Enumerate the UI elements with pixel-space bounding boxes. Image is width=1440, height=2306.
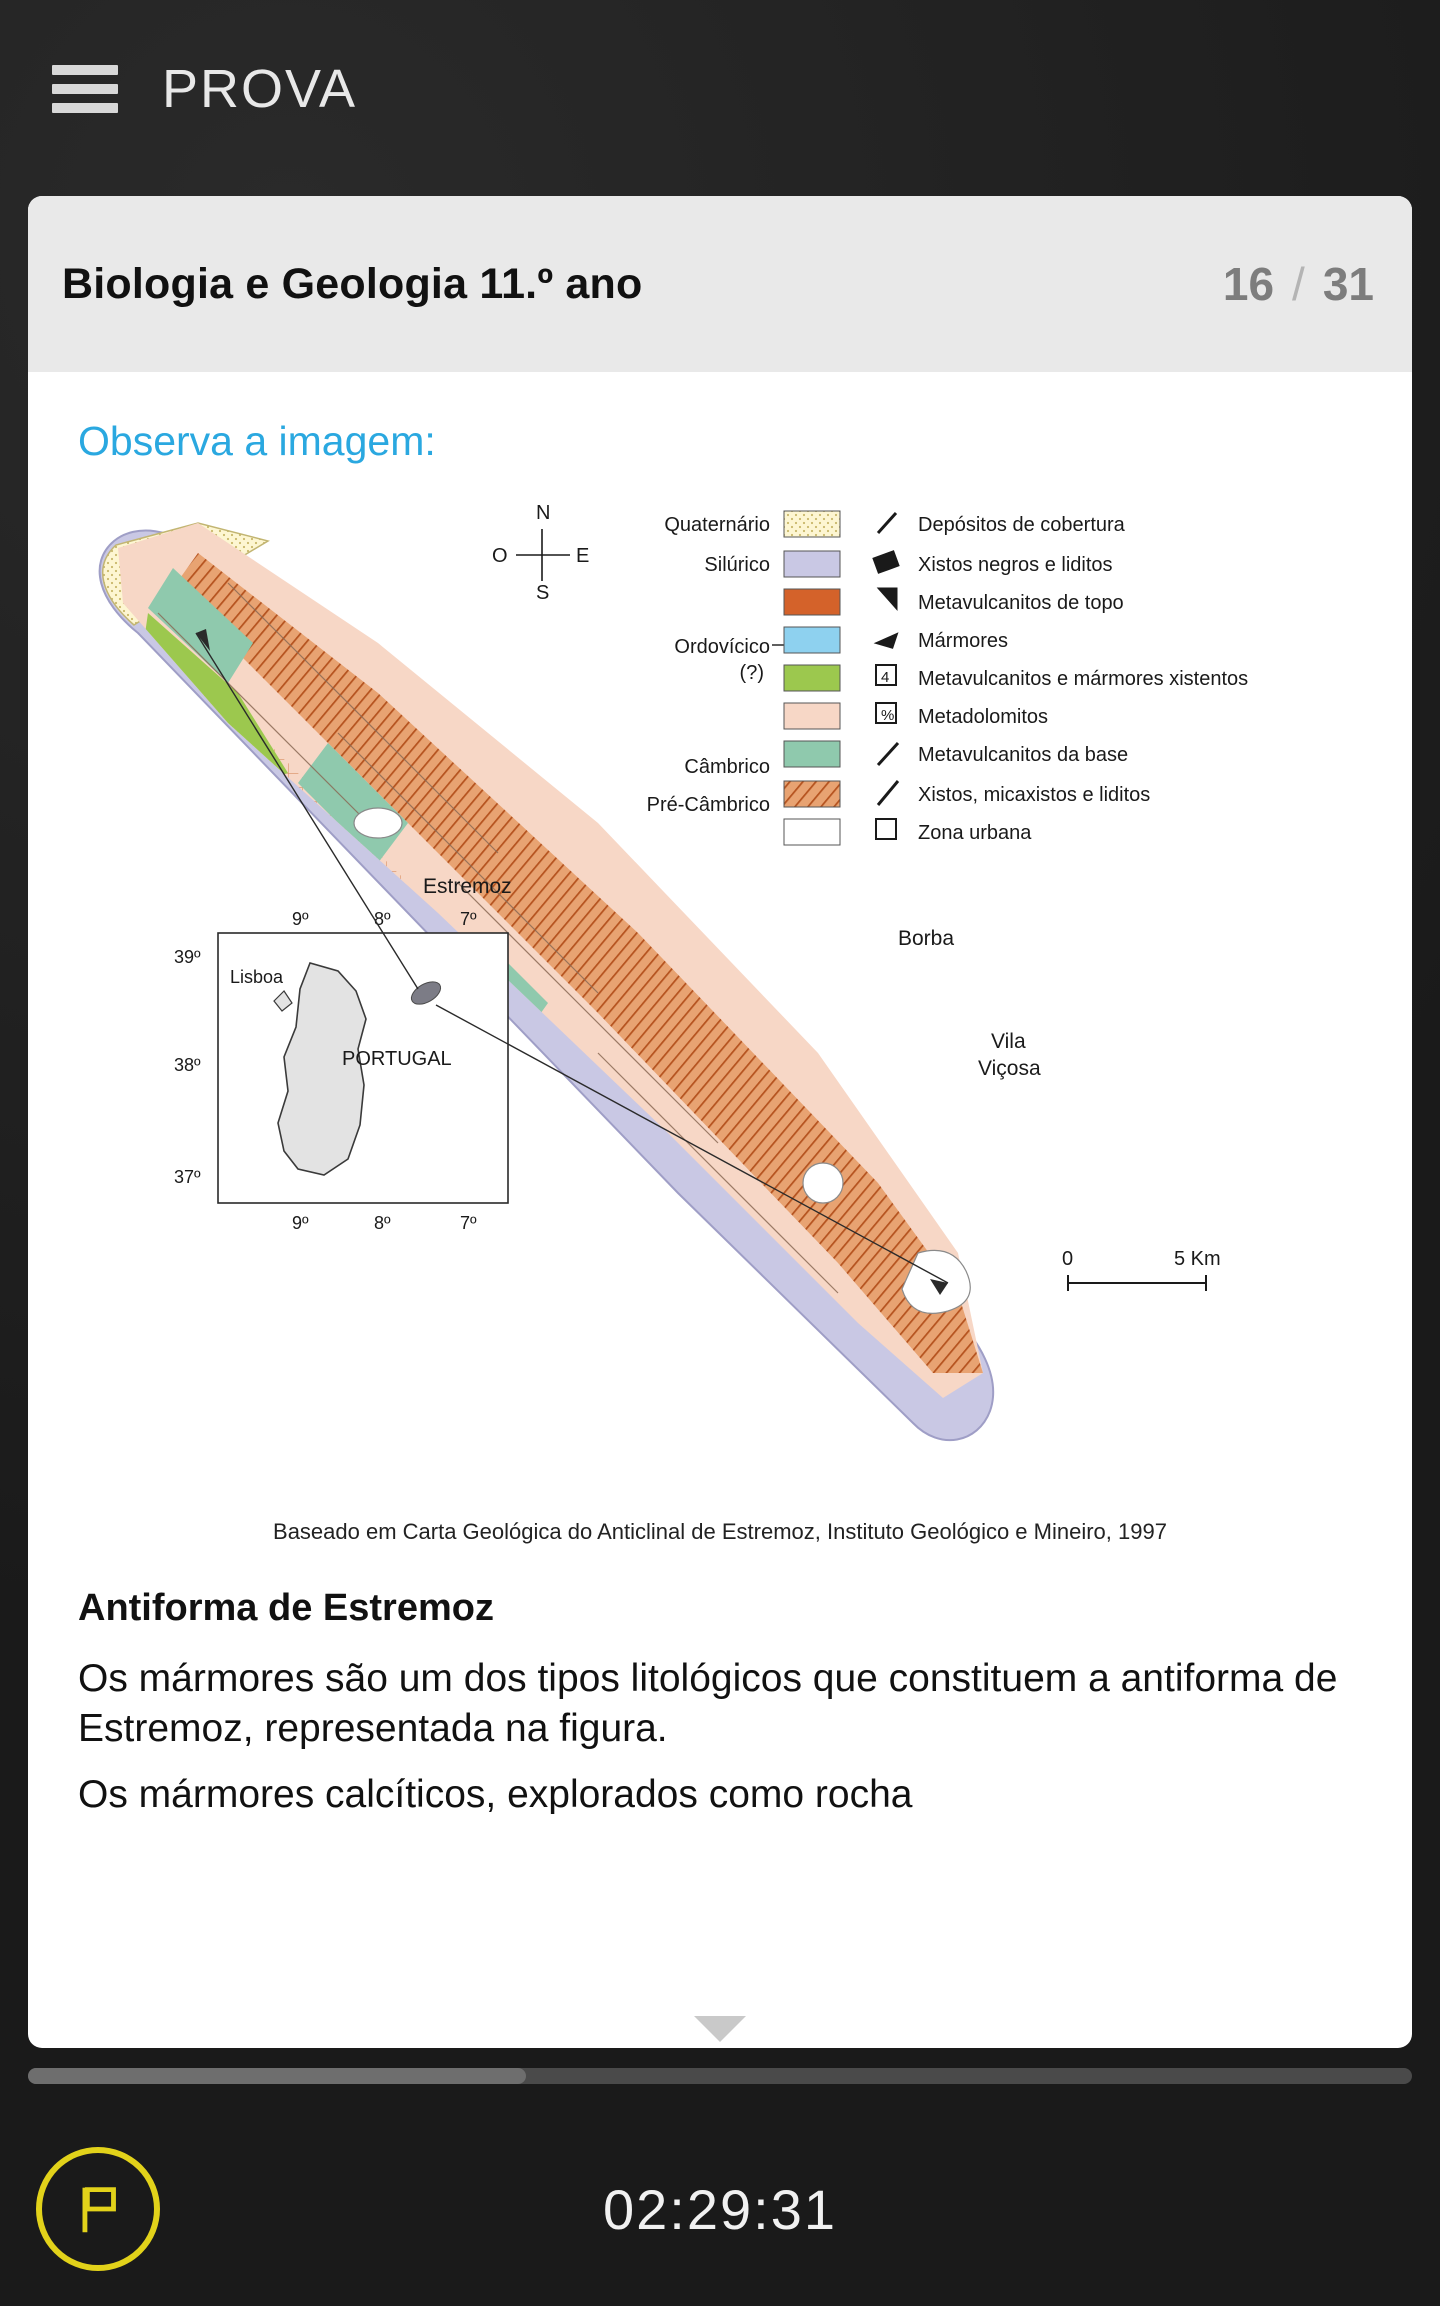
inset-lon-bottom-9: 9º <box>292 1213 309 1233</box>
legend-label-6: Metavulcanitos da base <box>918 744 1129 766</box>
app-header <box>0 0 1440 178</box>
map-legend <box>647 511 1249 845</box>
legend-period-silurico: Silúrico <box>704 554 770 576</box>
inset-lon-bottom-7: 7º <box>460 1213 477 1233</box>
inset-lat-38: 38º <box>174 1055 201 1075</box>
map-label-vicosa: Viçosa <box>978 1057 1041 1080</box>
inset-lon-bottom-8: 8º <box>374 1213 391 1233</box>
legend-label-4: Metavulcanitos e mármores xistentos <box>918 668 1249 690</box>
figure-source-caption: Baseado em Carta Geológica do Anticlinal de Estremoz, Instituto Geológico e Mineiro, 1997 <box>273 1519 1167 1544</box>
legend-label-2: Metavulcanitos de topo <box>918 592 1124 614</box>
question-card <box>28 196 1412 2048</box>
map-label-estremoz: Estremoz <box>423 875 512 898</box>
app-footer <box>0 2112 1440 2306</box>
question-prompt: Observa a imagem: <box>78 418 436 464</box>
page-current: 16 <box>1222 258 1275 310</box>
compass-n: N <box>536 502 551 524</box>
page-indicator <box>1223 257 1374 311</box>
question-body[interactable] <box>28 372 1412 2048</box>
legend-period-quaternario: Quaternário <box>664 514 770 536</box>
compass-s: S <box>536 582 550 604</box>
countdown-timer: 02:29:31 <box>603 2177 837 2241</box>
inset-lon-top-8: 8º <box>374 909 391 929</box>
portugal-inset <box>174 909 508 1233</box>
figure-title: Antiforma de Estremoz <box>78 1587 494 1629</box>
legend-label-1: Xistos negros e liditos <box>918 554 1113 576</box>
page-separator: / <box>1292 258 1305 310</box>
scale-end: 5 Km <box>1174 1248 1221 1270</box>
inset-lon-top-7: 7º <box>460 909 477 929</box>
inset-lat-39: 39º <box>174 947 201 967</box>
map-label-borba: Borba <box>898 927 955 950</box>
hamburger-line <box>52 103 118 113</box>
legend-label-5: Metadolomitos <box>918 706 1049 728</box>
scale-bar <box>1062 1248 1221 1291</box>
legend-label-3: Mármores <box>918 630 1009 652</box>
question-paragraph-1: Os mármores são um dos tipos litológicos que constituem a antiforma de Estremoz, representada na figura. <box>78 1657 1338 1750</box>
compass-e: E <box>576 545 590 567</box>
legend-label-0: Depósitos de cobertura <box>918 514 1125 536</box>
legend-period-ordovicico: Ordovícico <box>674 636 770 658</box>
compass-o: O <box>492 545 508 567</box>
inset-lon-top-9: 9º <box>292 909 309 929</box>
subject-title: Biologia e Geologia 11.º ano <box>62 259 643 308</box>
inset-label-lisboa: Lisboa <box>230 967 284 987</box>
hamburger-icon[interactable] <box>52 65 118 113</box>
page-scrollbar[interactable] <box>28 2068 1412 2084</box>
map-graphic <box>78 493 1368 1513</box>
scale-start: 0 <box>1062 1248 1074 1270</box>
map-urban-borba <box>803 1163 843 1203</box>
legend-label-8: Zona urbana <box>918 822 1032 844</box>
map-urban-estremoz <box>354 808 402 838</box>
page-total: 31 <box>1322 258 1374 310</box>
question-paragraph-2: Os mármores calcíticos, explorados como rocha <box>78 1772 913 1814</box>
inset-label-portugal: PORTUGAL <box>342 1048 452 1070</box>
hamburger-line <box>52 65 118 75</box>
card-header <box>28 196 1412 372</box>
inset-lat-37: 37º <box>174 1167 201 1187</box>
legend-label-7: Xistos, micaxistos e liditos <box>918 784 1151 806</box>
legend-period-pre-cambrico: Pré-Câmbrico <box>646 794 770 816</box>
hamburger-line <box>52 84 118 94</box>
svg-text:%: % <box>881 707 895 724</box>
scroll-down-chevron-icon[interactable] <box>694 2016 746 2042</box>
svg-text:4: 4 <box>881 669 890 686</box>
geological-map-figure <box>78 493 1368 1513</box>
legend-period-ordovicico-q: (?) <box>739 662 764 684</box>
map-label-vila: Vila <box>991 1030 1026 1053</box>
legend-period-cambrico: Câmbrico <box>684 756 770 778</box>
compass-rose <box>492 502 589 604</box>
app-title: PROVA <box>162 59 358 119</box>
scrollbar-thumb[interactable] <box>28 2068 526 2084</box>
